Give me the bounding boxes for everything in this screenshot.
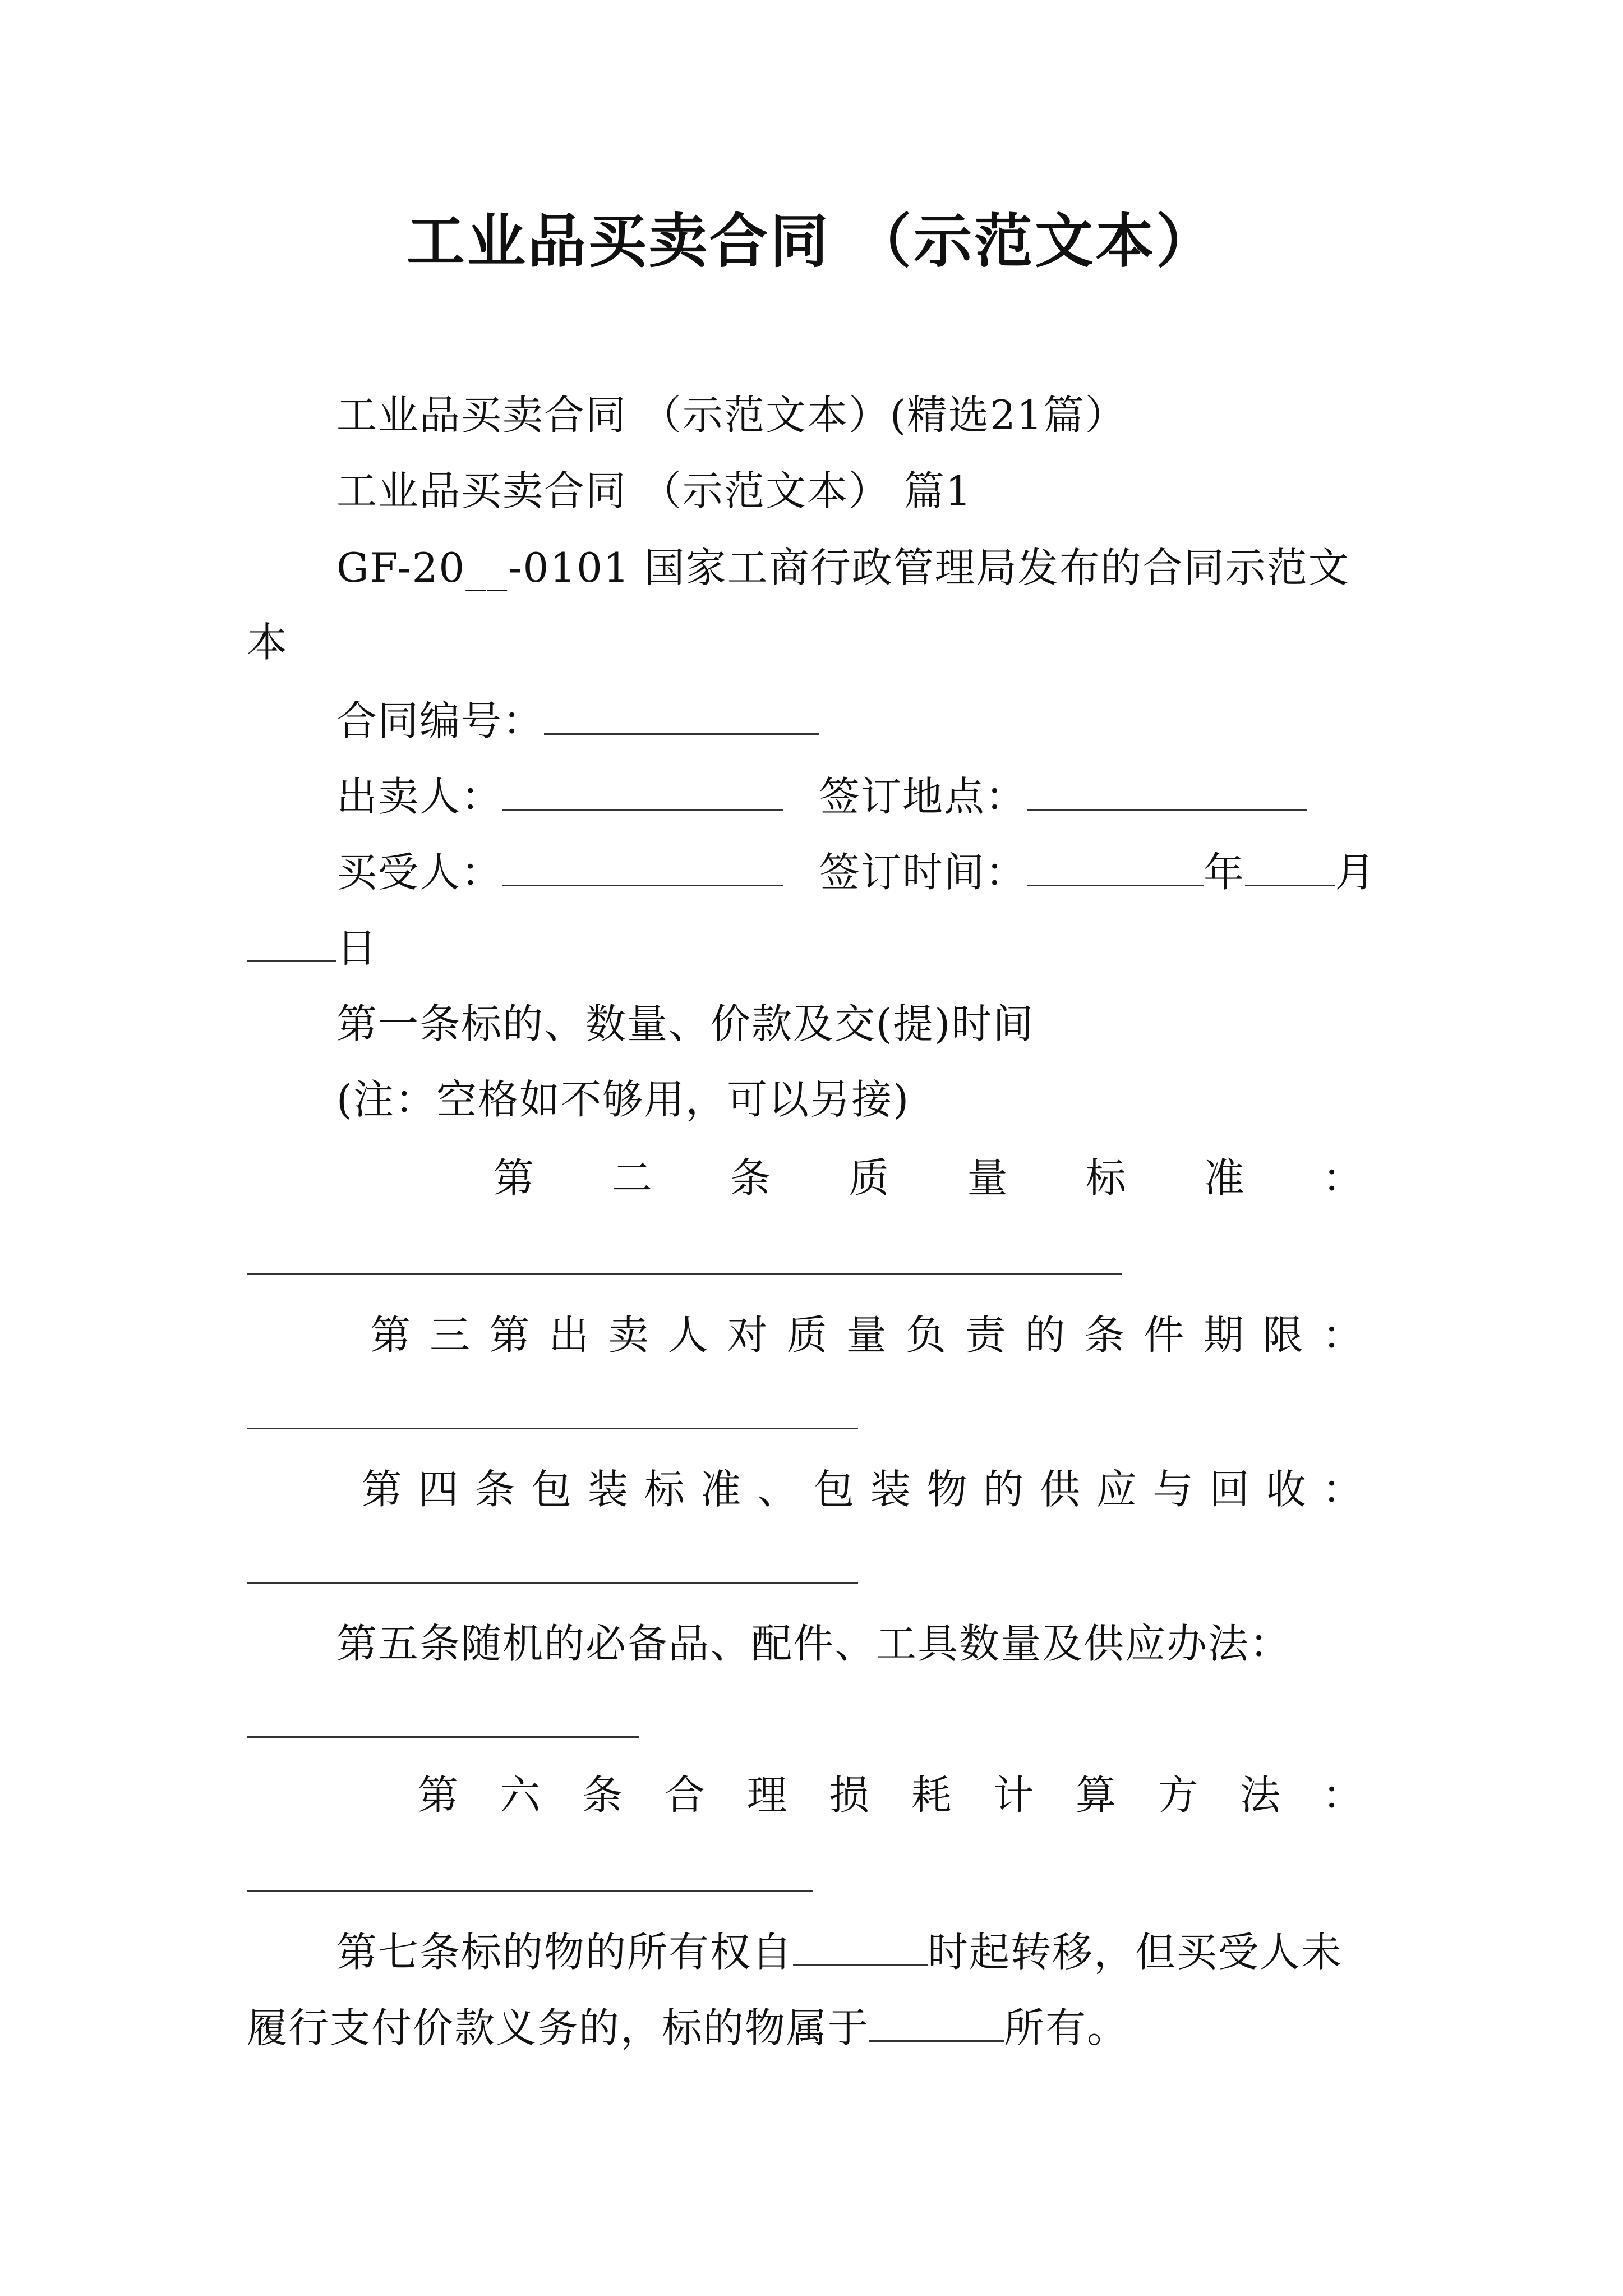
article-3-char: 负 [905,1312,946,1359]
article-6-char: 方 [1158,1772,1198,1819]
article-6-blank-line [247,1890,813,1892]
owner-blank [869,2005,1004,2042]
article-2-char: 第 [494,1154,534,1202]
sign-time-label: 签订时间： [819,849,1027,896]
article-3-char: 对 [727,1312,768,1359]
article-3-char: 条 [1084,1312,1125,1359]
article-4-char: 、 [757,1466,798,1513]
article-7-text-d: 所有。 [1004,2004,1129,2051]
article-4-char: 物 [926,1466,967,1513]
article-2-char: 标 [1085,1154,1126,1202]
article-4-char: 回 [1209,1466,1250,1513]
article-6-char: 第 [418,1772,459,1819]
seller-blank [502,774,783,811]
buyer-row [336,844,1376,900]
article-2-char: 准 [1204,1154,1244,1202]
article-4-char: 应 [1096,1466,1137,1513]
day-blank [247,926,336,962]
article-3-char: 卖 [608,1312,649,1359]
article-3-char: 人 [667,1312,708,1359]
article-2 [494,1150,1363,1206]
contract-number-row [336,693,819,749]
article-6-char: 六 [500,1772,541,1819]
sign-place-label: 签订地点： [819,773,1027,820]
article-4-char: 第 [362,1466,403,1513]
seller-row [336,769,1307,825]
article-7-text-a: 第七条标的物的所有权自 [336,1929,794,1976]
article-7-text-b: 时起转移，但买受人未 [928,1929,1343,1976]
article-4-char: 条 [474,1466,515,1513]
month-blank [1245,850,1335,886]
article-6-char: 损 [829,1772,870,1819]
transfer-time-blank [793,1930,928,1966]
article-3-char: 第 [489,1312,530,1359]
month-label: 月 [1334,849,1376,896]
article-3-char: 限 [1262,1312,1303,1359]
article-5: 第五条随机的必备品、配件、工具数量及供应办法： [336,1620,1292,1667]
buyer-blank [502,850,783,886]
article-6-char: 法 [1240,1772,1281,1819]
article-4-char: 包 [531,1466,572,1513]
buyer-label: 买受人： [336,849,503,896]
article-4-char: 标 [644,1466,685,1513]
article-6 [418,1767,1363,1823]
article-7-line-1 [336,1924,1343,1980]
article-2-char: ： [1322,1154,1363,1202]
article-3-char: 质 [786,1312,827,1359]
sign-place-blank [1027,774,1307,811]
article-5-blank-line [247,1736,639,1738]
article-6-char: 理 [746,1772,787,1819]
notice-line-2: 本 [247,619,289,666]
article-6-char: 条 [582,1772,623,1819]
article-3-char: 三 [430,1312,471,1359]
article-4-char: 装 [588,1466,629,1513]
article-6-char: 合 [664,1772,705,1819]
article-3-blank-line [247,1428,858,1429]
article-3-char: 第 [370,1312,411,1359]
section-heading: 工业品买卖合同 （示范文本） 篇1 [336,467,972,514]
subtitle: 工业品买卖合同 （示范文本）(精选21篇） [336,392,1127,439]
contract-number-blank [544,698,819,735]
article-2-char: 量 [967,1154,1008,1202]
article-1: 第一条标的、数量、价款及交(提)时间 [336,1000,1035,1047]
article-6-char: 算 [1076,1772,1117,1819]
article-4-char: 四 [418,1466,459,1513]
article-3-char: 的 [1025,1312,1066,1359]
article-6-char: 耗 [911,1772,952,1819]
day-label: 日 [336,924,379,972]
article-2-blank-line [247,1273,1122,1275]
article-4-char: 与 [1152,1466,1193,1513]
article-6-char: ： [1322,1772,1363,1819]
document-title: 工业品买卖合同 （示范文本） [406,206,1217,275]
contract-number-label: 合同编号： [336,697,545,744]
year-label: 年 [1203,849,1245,896]
day-row [247,920,378,976]
article-3 [370,1307,1363,1363]
article-3-char: 量 [846,1312,887,1359]
article-1-note: (注：空格如不够用，可以另接) [336,1076,910,1123]
article-4-blank-line [247,1582,858,1584]
article-6-char: 计 [993,1772,1034,1819]
article-3-char: 出 [548,1312,589,1359]
article-4-char: 收 [1266,1466,1307,1513]
article-4 [362,1461,1363,1517]
notice-line-1: GF-20__-0101 国家工商行政管理局发布的合同示范文 [336,544,1350,591]
article-3-char: 责 [965,1312,1006,1359]
year-blank [1027,850,1204,886]
article-4-char: 准 [700,1466,741,1513]
article-7-text-c: 履行支付价款义务的，标的物属于 [247,2004,870,2051]
article-4-char: 包 [814,1466,855,1513]
article-3-char: 件 [1144,1312,1184,1359]
article-2-char: 条 [730,1154,771,1202]
article-4-char: 的 [983,1466,1024,1513]
article-4-char: 供 [1040,1466,1081,1513]
article-4-char: 装 [870,1466,911,1513]
article-2-char: 二 [612,1154,653,1202]
seller-label: 出卖人： [336,773,503,820]
article-4-char: ： [1322,1466,1363,1513]
article-3-char: 期 [1203,1312,1244,1359]
article-2-char: 质 [849,1154,889,1202]
article-7-line-2 [247,2000,1128,2056]
article-3-char: ： [1322,1312,1363,1359]
